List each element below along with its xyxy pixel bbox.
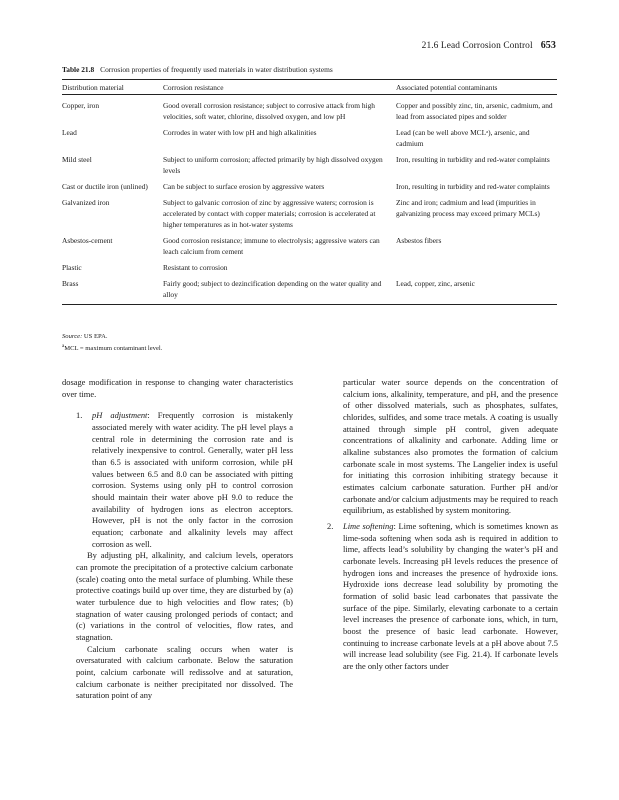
table-cell: Galvanized iron — [62, 198, 110, 207]
section-title: 21.6 Lead Corrosion Control — [421, 41, 533, 51]
table-cell: Copper, iron — [62, 101, 100, 111]
table-title: Corrosion properties of frequently used materials in water distribution systems — [100, 65, 333, 74]
footnote-mark: a — [62, 344, 65, 349]
table-cell: Lead (can be well above MCLᵃ), arsenic, and cadmium — [396, 128, 530, 149]
list-item-ph-adjustment — [62, 410, 293, 550]
table-cell: Zinc and iron; cadmium and lead (impurities in galvanizing process may exceed primary MCLs) — [396, 198, 540, 219]
column-header-material: Distribution material — [62, 80, 163, 95]
table-number: Table 21.8 — [62, 65, 95, 74]
list-item-body — [92, 410, 293, 550]
table-cell: Lead, copper, zinc, arsenic — [396, 278, 557, 305]
column-header-contaminants: Associated potential contaminants — [396, 80, 557, 95]
table-cell: Plastic — [62, 263, 82, 273]
table-row — [62, 235, 557, 262]
column-header-resistance: Corrosion resistance — [163, 80, 396, 95]
table-notes — [62, 332, 162, 354]
table-row — [62, 154, 557, 181]
table-row — [62, 262, 557, 278]
table-row — [62, 95, 557, 128]
table-row — [62, 127, 557, 154]
table-cell: Fairly good; subject to dezincification depending on the water quality and alloy — [163, 278, 396, 305]
table-caption — [62, 65, 333, 74]
list-item-title: Lime softening — [343, 521, 394, 532]
table-row — [62, 181, 557, 197]
table-cell: Corrodes in water with low pH and high alkalinities — [163, 128, 317, 138]
table-cell: Asbestos fibers — [396, 236, 442, 246]
table-cell: Lead — [62, 128, 77, 138]
body-paragraph: Calcium carbonate scaling occurs when water is oversaturated with calcium carbonate. Below the saturation point, calcium carbonate will redissolve and at saturation, calcium carbonate is neither precipitated nor dissolved. The saturation point of any — [76, 643, 293, 701]
running-head — [422, 40, 556, 51]
source-text: US EPA. — [83, 333, 108, 340]
body-paragraph: particular water source depends on the concentration of calcium ions, alkalinity, temperature, and pH, and the presence of other dissolved materials, such as phosphates, sulfates, chlorides, sulfides, and some trace metals. A coating is usually attained through simple pH control, given adequate concentrations of alkalinity and carbonate. Adding lime or alkaline substances also promotes the formation of calcium carbonate scale in most systems. The Langelier index is useful for initiating this corrosion inhibiting strategy because it estimates calcium carbonate saturation. Further pH and/or carbonate and/or calcium adjustments may be required to reach equilibrium, as established by system monitoring. — [343, 377, 558, 516]
list-item-body — [343, 521, 558, 673]
table-cell: Good overall corrosion resistance; subject to corrosive attack from high velocities, soft water, chlorine, dissolved oxygen, and low pH — [163, 101, 376, 122]
table-cell: Cast or ductile iron (unlined) — [62, 182, 148, 192]
footnote-text: MCL = maximum contaminant level. — [64, 345, 163, 353]
table-cell: Subject to galvanic corrosion of zinc by aggressive waters; corrosion is accelerated by contact with copper materials; corrosion is accelerated at higher temperatures as in hot-water systems — [163, 198, 376, 230]
right-column — [327, 377, 558, 673]
corrosion-properties-table — [62, 79, 557, 305]
list-item-lime-softening — [327, 521, 558, 673]
left-column — [62, 377, 293, 702]
table-cell: Can be subject to surface erosion by aggressive waters — [163, 182, 325, 192]
table-cell: Resistant to corrosion — [163, 263, 228, 273]
table-cell — [396, 262, 557, 278]
intro-paragraph: dosage modification in response to changing water characteristics over time. — [62, 377, 293, 399]
table-source — [62, 332, 162, 342]
table-cell: Brass — [62, 278, 163, 305]
list-number: 1. — [76, 410, 83, 421]
table-cell: Mild steel — [62, 155, 92, 165]
table-cell: Asbestos-cement — [62, 236, 113, 246]
source-label: Source: — [62, 333, 83, 340]
table-row — [62, 197, 557, 235]
table-cell: Subject to uniform corrosion; affected primarily by high dissolved oxygen levels — [163, 155, 383, 176]
table-header-row — [62, 80, 557, 95]
table-cell: Good corrosion resistance; immune to electrolysis; aggressive waters can leach calcium from cement — [163, 236, 380, 257]
table-row — [62, 278, 557, 305]
table-cell: Iron, resulting in turbidity and red-water complaints — [396, 155, 550, 165]
body-paragraph: By adjusting pH, alkalinity, and calcium levels, operators can promote the precipitation of a protective calcium carbonate (scale) coating onto the metal surface of plumbing. While these protective coatings build up over time, they are disturbed by (a) water turbulence due to high velocities and flow rates; (b) stagnation of water causing prolonged periods of contact; and (c) variations in the control of velocities, flow rates, and stagnation. — [76, 550, 293, 643]
list-item-title: pH adjustment — [92, 410, 148, 421]
table-cell: Iron, resulting in turbidity and red-water complaints — [396, 182, 550, 192]
table-cell: Copper and possibly zinc, tin, arsenic, cadmium, and lead from associated pipes and solder — [396, 101, 553, 122]
list-number: 2. — [327, 521, 334, 532]
table-footnote — [62, 342, 162, 354]
list-item-text: : Frequently corrosion is mistakenly associated merely with water acidity. The pH level plays a central role in determining the corrosion rate and is relatively inexpensive to control. Generally, water pH less than 6.5 is associated with uniform corrosion, while pH values between 6.5 and 8.0 can be associated with pitting corrosion. Systems using only pH to control corrosion should maintain their water above pH 9.0 to reduce the availability of hydrogen ions as electron acceptors. However, pH is not the only factor in the corrosion equation; carbonate and alkalinity levels may affect corrosion as well. — [92, 410, 293, 549]
list-item-text: : Lime softening, which is sometimes known as lime-soda softening when soda ash is required in addition to lime, affects lead’s solubility by changing the water’s pH and carbonate levels. Increasing pH levels reduces the presence of hydrogen ions and increases the presence of hydroxide ions. Hydroxide ions decrease lead solubility by promoting the formation of solid basic lead carbonates that passivate the surface of the pipe. Similarly, elevating carbonate to a certain level increases the presence of carbonate ions, which, in turn, boost the presence of basic lead carbonate. However, continuing to increase carbonate levels at a pH above about 7.5 will increase lead solubility (see Fig. 21.4). If carbonate levels are the only other factors under — [343, 521, 559, 672]
page-number: 653 — [540, 40, 556, 51]
